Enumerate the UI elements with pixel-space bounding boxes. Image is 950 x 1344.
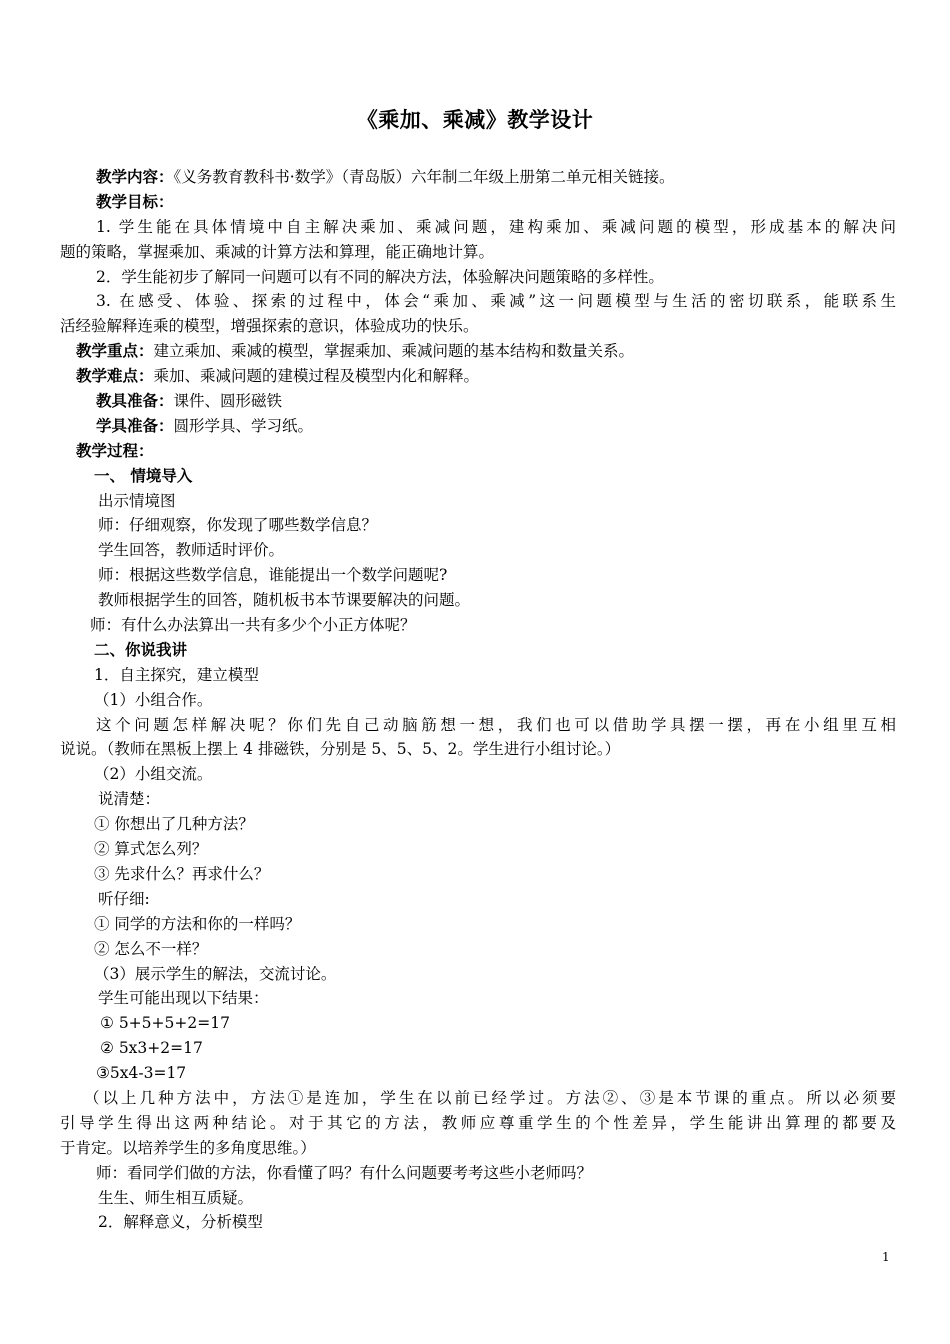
process-label: 教学过程： <box>76 441 154 460</box>
result-1: ① 5+5+5+2=17 <box>100 1014 230 1033</box>
teacher-tools-line <box>60 389 896 414</box>
key-point-label: 教学重点： <box>76 342 154 361</box>
section-1-line: 学生回答，教师适时评价。 <box>98 541 285 560</box>
result-2: ② 5x3+2=17 <box>100 1039 203 1058</box>
key-point-line <box>60 339 896 364</box>
note-line-3: 于肯定。以培养学生的多角度思维。） <box>60 1138 316 1157</box>
teacher-tools-label: 教具准备： <box>96 392 174 411</box>
goal-1-line-1: 1. 学生能在具体情境中自主解决乘加、乘减问题，建构乘加、乘减问题的模型，形成基本的解决问 <box>96 217 896 236</box>
say-item: ① 你想出了几种方法？ <box>94 815 254 834</box>
section-2-sub-1: 1．自主探究，建立模型 <box>94 665 259 684</box>
document-body <box>60 165 896 1235</box>
student-tools-text: 圆形学具、学习纸。 <box>173 416 314 435</box>
key-point-text: 建立乘加、乘减的模型，掌握乘加、乘减问题的基本结构和数量关系。 <box>153 342 635 361</box>
page-number: 1 <box>882 1250 890 1264</box>
goal-1-line-2: 题的策略，掌握乘加、乘减的计算方法和算理，能正确地计算。 <box>60 242 495 261</box>
goal-3-line-1: 3. 在感受、体验、探索的过程中，体会“乘加、乘减”这一问题模型与生活的密切联系，能联系生 <box>96 292 896 311</box>
difficulty-text: 乘加、乘减问题的建模过程及模型内化和解释。 <box>153 367 480 386</box>
section-1-line: 出示情境图 <box>98 491 176 510</box>
section-2-paragraph-line-2: 说说。（教师在黑板上摆上 4 排磁铁，分别是 5、5、5、2。学生进行小组讨论。） <box>60 740 621 759</box>
student-tools-label: 学具准备： <box>96 416 174 435</box>
difficulty-label: 教学难点： <box>76 367 154 386</box>
listen-item: ① 同学的方法和你的一样吗？ <box>94 914 301 933</box>
note-line-2: 引导学生得出这两种结论。对于其它的方法，教师应尊重学生的个性差异，学生能讲出算理的都要及 <box>60 1113 896 1132</box>
result-3: ③5x4-3=17 <box>96 1064 187 1083</box>
goal-3-line-2: 活经验解释连乘的模型，增强探索的意识，体验成功的快乐。 <box>60 317 479 336</box>
section-1-title: 一、 情境导入 <box>94 466 193 485</box>
section-1-line: 教师根据学生的回答，随机板书本节课要解决的问题。 <box>98 591 471 610</box>
say-item: ② 算式怎么列？ <box>94 840 208 859</box>
section-2-group: （1）小组合作。 <box>94 690 213 709</box>
listen-label: 听仔细: <box>98 889 150 908</box>
section-1-question: 师：有什么办法算出一共有多少个小正方体呢？ <box>90 616 416 635</box>
content-text: 《义务教育教科书·数学》（青岛版）六年制二年级上册第二单元相关链接。 <box>173 168 675 186</box>
note-line-1: （以上几种方法中，方法①是连加，学生在以前已经学过。方法②、③是本节课的重点。所以必须要 <box>84 1088 896 1107</box>
show-solutions: （3）展示学生的解法，交流讨论。 <box>94 964 337 983</box>
after-line-2: 生生、师生相互质疑。 <box>98 1188 254 1207</box>
after-line-1: 师：看同学们做的方法，你看懂了吗？有什么问题要考考这些小老师吗？ <box>96 1163 593 1182</box>
difficulty-line <box>60 364 896 389</box>
section-2-exchange: （2）小组交流。 <box>94 765 213 784</box>
goals-label: 教学目标： <box>96 192 174 211</box>
page-title: 《乘加、乘减》教学设计 <box>356 108 594 132</box>
content-line <box>60 165 896 190</box>
goal-2: 2．学生能初步了解同一问题可以有不同的解决方法，体验解决问题策略的多样性。 <box>96 267 664 286</box>
results-intro: 学生可能出现以下结果： <box>98 989 269 1008</box>
section-2-paragraph-line-1: 这个问题怎样解决呢？你们先自己动脑筋想一想，我们也可以借助学具摆一摆，再在小组里互相 <box>96 715 896 734</box>
say-clear-label: 说清楚： <box>98 790 161 809</box>
teacher-tools-text: 课件、圆形磁铁 <box>173 392 283 411</box>
student-tools-line <box>60 414 896 439</box>
section-1-line: 师：根据这些数学信息，谁能提出一个数学问题呢? <box>98 566 448 585</box>
section-2-sub-2: 2．解释意义，分析模型 <box>98 1213 263 1232</box>
say-item: ③ 先求什么？再求什么？ <box>94 864 270 883</box>
section-2-title: 二、你说我讲 <box>94 640 188 659</box>
listen-item: ② 怎么不一样？ <box>94 939 208 958</box>
content-label: 教学内容： <box>96 168 174 186</box>
section-1-line: 师：仔细观察，你发现了哪些数学信息？ <box>98 516 378 535</box>
